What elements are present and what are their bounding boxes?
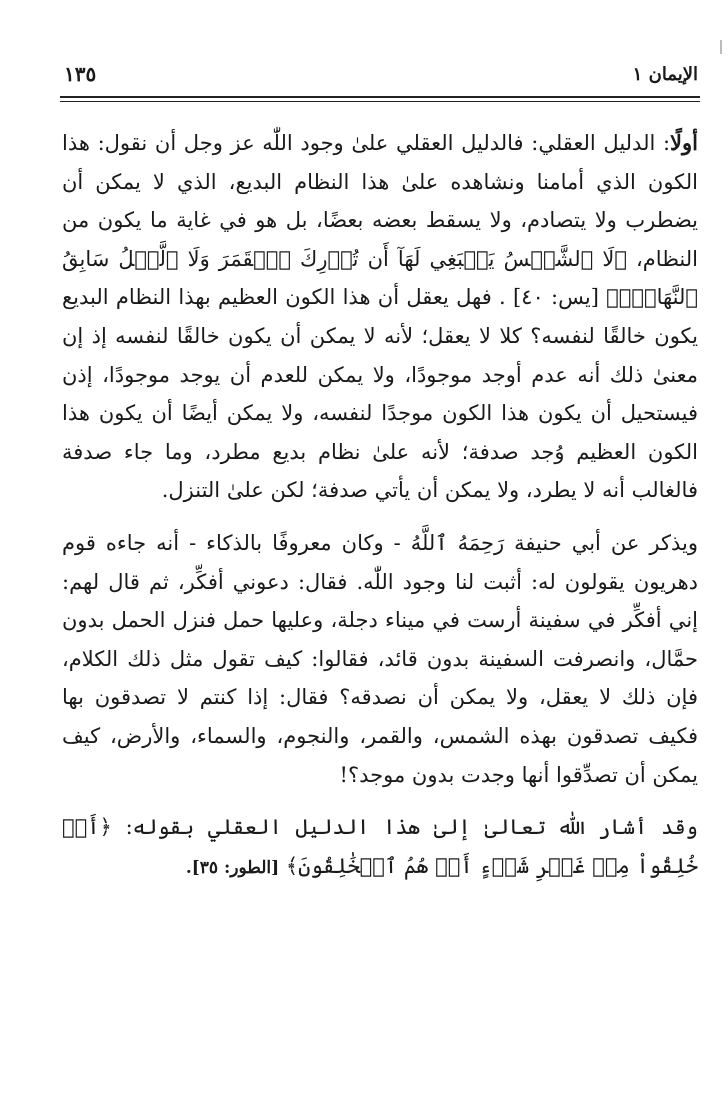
header-rule-thin: [60, 101, 700, 102]
surah-reference: [الطور: ٣٥].: [185, 857, 280, 878]
paragraph-lead: أولًا: [670, 130, 698, 155]
running-header: [62, 60, 698, 92]
paragraph-text: : الدليل العقلي: فالدليل العقلي علىٰ وجود اللّٰه عز وجل أن نقول: هذا الكون الذي أمامنا ونشاهده علىٰ هذا النظام البديع، الذي لا يمكن أن يضطرب ولا يتصادم، ولا يسقط بعضه بعضًا، بل هو في غاية ما يكون من النظام، ﴿لَا ٱلشَّمۡسُ يَنۢبَغِي لَهَآ أَن تُدۡرِكَ ٱلۡقَمَرَ وَلَا ٱلَّيۡلُ سَابِقُ ٱلنَّهَارِۚ﴾ [يس: ٤٠] . فهل يعقل أن هذا الكون العظيم بهذا النظام البديع يكون خالقًا لنفسه؟ كلا لا يعقل؛ لأنه لا يمكن أن يكون خالقًا لنفسه إذ إن معنىٰ ذلك أنه عدم أوجد موجودًا، ولا يمكن للعدم أن يوجد موجودًا، إذن فيستحيل أن يكون هذا الكون موجدًا لنفسه، ولا يمكن أيضًا أن يكون هذا الكون العظيم وُجد صدفة؛ لأنه علىٰ نظام بديع مطرد، وما جاء صدفة فالغالب أنه لا يطرد، ولا يمكن أن يأتي صدفة؛ لكن علىٰ التنزل.: [62, 131, 699, 503]
header-rule-thick: [60, 96, 700, 98]
paragraph-rational-proof: [62, 124, 698, 510]
chapter-title: الإيمان ١: [632, 64, 698, 85]
paragraph-abu-hanifa: [62, 524, 698, 794]
paragraph-text: وقد أشار اللّٰه تعالىٰ إلىٰ هذا الدليل العقلي بقوله: ﴿أَمۡ خُلِقُواْ مِنۡ غَيۡرِ شَيۡءٍ أَمۡ هُمُ ٱلۡخَٰلِقُونَ﴾: [62, 815, 698, 878]
paragraph-text: ويذكر عن أبي حنيفة رَحِمَهُ ٱللَّهُ - وكان معروفًا بالذكاء - أنه جاءه قوم دهريون يقولون له: أثبت لنا وجود اللّٰه. فقال: دعوني أفكِّر، ثم قال لهم: إني أفكِّر في سفينة أرست في ميناء دجلة، وعليها حمل فنزل الحمل بدون حمَّال، وانصرفت السفينة بدون قائد، فقالوا: كيف تقول مثل ذلك الكلام، فإن ذلك لا يعقل، ولا يمكن أن نصدقه؟ فقال: إذا كنتم لا تصدقون بها فكيف تصدقون بهذه الشمس، والقمر، والنجوم، والسماء، والأرض، كيف يمكن أن تصدِّقوا أنها وجدت بدون موجد؟!: [62, 530, 698, 787]
page-body: [62, 124, 698, 887]
page-edge-mark: [720, 40, 722, 54]
page-number: ١٣٥: [64, 62, 97, 86]
paragraph-quran-reference: [62, 808, 698, 887]
